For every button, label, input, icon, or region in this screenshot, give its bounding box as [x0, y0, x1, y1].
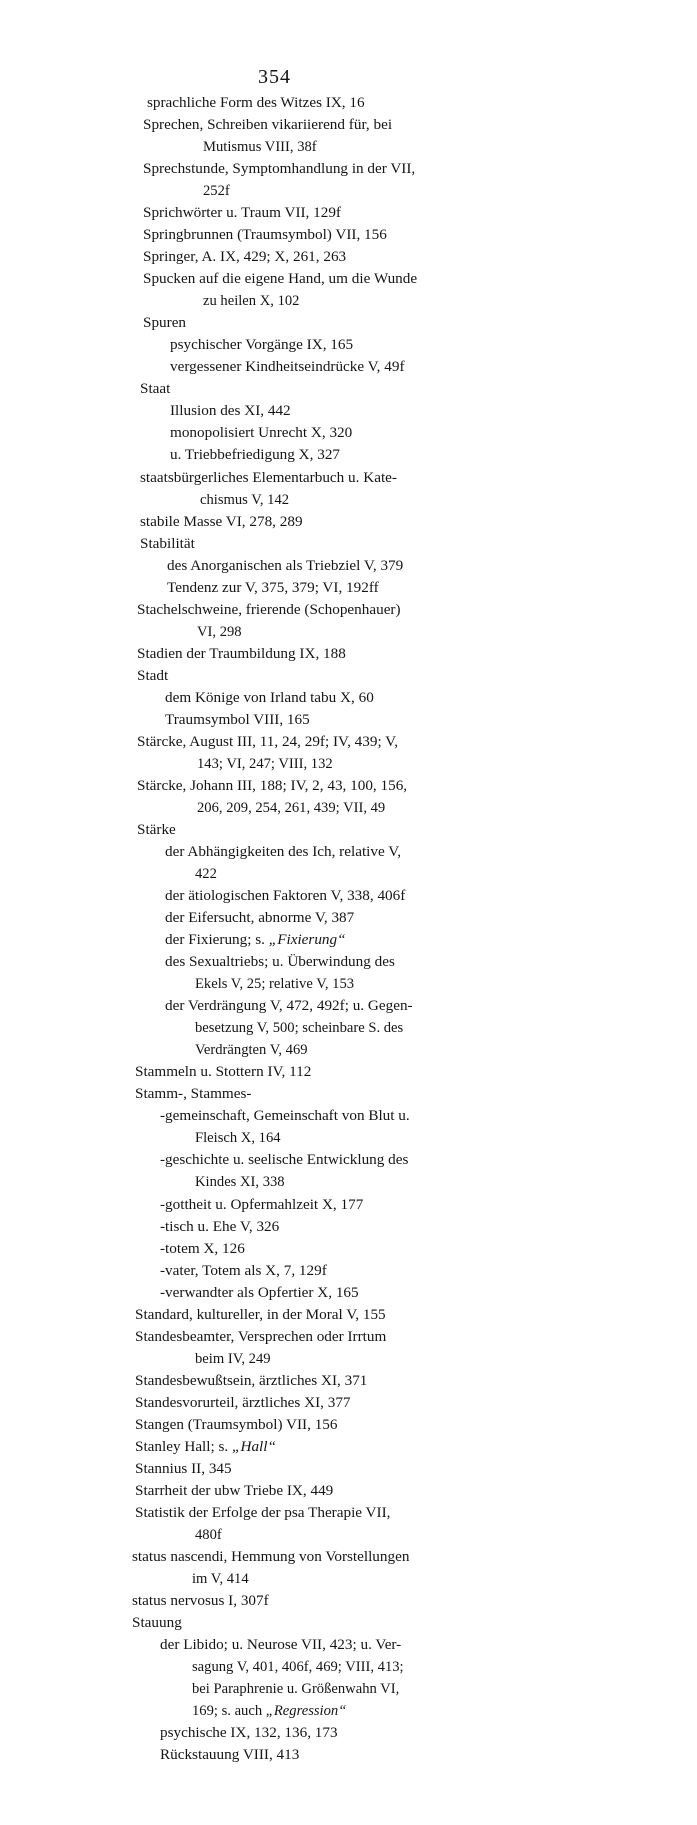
index-line: [135, 1458, 232, 1480]
index-line-text: 422: [195, 866, 217, 882]
index-line: [140, 467, 397, 489]
index-line: [137, 775, 407, 797]
index-line: [170, 422, 352, 444]
index-line-text: Standesbewußtsein, ärztliches XI, 371: [135, 1372, 368, 1389]
index-line-text: des Anorganischen als Triebziel V, 379: [167, 557, 404, 574]
index-line: [135, 1392, 351, 1414]
index-line: [195, 863, 217, 885]
index-line-text: Standesbeamter, Versprechen oder Irrtum: [135, 1328, 387, 1345]
index-line: [143, 312, 186, 334]
index-line-text: -gottheit u. Opfermahlzeit X, 177: [160, 1196, 364, 1213]
cross-reference: „Regression“: [265, 1703, 347, 1719]
index-line-text: Springbrunnen (Traumsymbol) VII, 156: [143, 226, 387, 243]
index-line: [195, 1171, 285, 1193]
index-line-text: monopolisiert Unrecht X, 320: [170, 424, 353, 441]
index-line-text: Stannius II, 345: [135, 1460, 232, 1477]
index-line: [137, 665, 168, 687]
index-line: [195, 1127, 281, 1149]
index-line: [160, 1260, 327, 1282]
index-line-text: Illusion des XI, 442: [170, 402, 291, 419]
index-line: [170, 400, 291, 422]
index-line-text: 143; VI, 247; VIII, 132: [197, 756, 333, 772]
index-line-text: -totem X, 126: [160, 1240, 245, 1257]
index-line: [160, 1238, 245, 1260]
index-line-text: u. Triebbefriedigung X, 327: [170, 446, 341, 463]
index-line-text: Stamm-, Stammes-: [135, 1085, 252, 1102]
index-line-text: sprachliche Form des Witzes IX, 16: [147, 94, 365, 111]
index-line-text: bei Paraphrenie u. Größenwahn VI,: [192, 1681, 400, 1697]
index-line: [197, 797, 385, 819]
index-line: [160, 1194, 363, 1216]
index-line: [140, 511, 303, 533]
index-line-text: Sprichwörter u. Traum VII, 129f: [143, 204, 341, 221]
index-line-text: Stärcke, Johann III, 188; IV, 2, 43, 100, 156,: [137, 777, 408, 794]
index-line-text: Standesvorurteil, ärztliches XI, 377: [135, 1394, 351, 1411]
index-line: [195, 1017, 403, 1039]
index-line-text: besetzung V, 500; scheinbare S. des: [195, 1020, 404, 1036]
index-line-text: der Verdrängung V, 472, 492f; u. Gegen-: [165, 997, 413, 1014]
index-line: [197, 753, 333, 775]
index-line-text: -gemeinschaft, Gemeinschaft von Blut u.: [160, 1107, 410, 1124]
index-line-text: Tendenz zur V, 375, 379; VI, 192ff: [167, 579, 379, 596]
index-line: [170, 356, 405, 378]
index-line: [135, 1502, 390, 1524]
index-line-text: Staat: [140, 380, 171, 397]
index-line: [160, 1634, 401, 1656]
index-line: [195, 1524, 222, 1546]
index-line: [160, 1744, 299, 1766]
index-line: [195, 1348, 271, 1370]
cross-reference: „Hall“: [232, 1438, 276, 1455]
index-line-text: Springer, A. IX, 429; X, 261, 263: [143, 248, 347, 265]
index-line-text: -geschichte u. seelische Entwicklung des: [160, 1151, 409, 1168]
index-line-text: 480f: [195, 1527, 222, 1543]
index-line-text: der Fixierung; s.: [165, 931, 269, 948]
index-line: [143, 158, 415, 180]
cross-reference: „Fixierung“: [268, 931, 346, 948]
index-line-text: Stanley Hall; s.: [135, 1438, 233, 1455]
index-line-text: Fleisch X, 164: [195, 1130, 281, 1146]
index-line-text: VI, 298: [197, 624, 242, 640]
index-line-text: vergessener Kindheitseindrücke V, 49f: [170, 358, 405, 375]
index-line-text: der Abhängigkeiten des Ich, relative V,: [165, 843, 402, 860]
index-line: [165, 907, 354, 929]
index-line-text: 252f: [203, 183, 230, 199]
index-line-text: Sprechstunde, Symptomhandlung in der VII,: [143, 160, 416, 177]
index-line-text: Statistik der Erfolge der psa Therapie VII,: [135, 1504, 391, 1521]
index-line: [195, 1039, 308, 1061]
index-line-text: -vater, Totem als X, 7, 129f: [160, 1262, 327, 1279]
index-line: [195, 973, 354, 995]
index-line-text: psychische IX, 132, 136, 173: [160, 1724, 338, 1741]
index-line-text: psychischer Vorgänge IX, 165: [170, 336, 354, 353]
index-line-text: Stadien der Traumbildung IX, 188: [137, 645, 346, 662]
index-line: [197, 621, 242, 643]
index-line: [132, 1546, 409, 1568]
index-line: [135, 1061, 311, 1083]
index-line-text: Traumsymbol VIII, 165: [165, 711, 310, 728]
index-line: [160, 1722, 338, 1744]
index-line: [135, 1326, 386, 1348]
index-line: [137, 819, 176, 841]
index-line: [140, 378, 170, 400]
index-line: [132, 1590, 269, 1612]
index-line: [143, 268, 417, 290]
index-line: [170, 444, 340, 466]
index-line: [135, 1414, 338, 1436]
index-line: [143, 224, 387, 246]
index-line: [140, 533, 195, 555]
index-line: [167, 577, 379, 599]
index-line: [137, 643, 346, 665]
index-line: [135, 1304, 386, 1326]
index-line: [160, 1216, 279, 1238]
index-line-text: Stärcke, August III, 11, 24, 29f; IV, 439; V,: [137, 733, 398, 750]
index-line-text: Starrheit der ubw Triebe IX, 449: [135, 1482, 334, 1499]
index-line-text: status nervosus I, 307f: [132, 1592, 269, 1609]
index-line-text: Stammeln u. Stottern IV, 112: [135, 1063, 312, 1080]
index-line: [165, 929, 346, 951]
page-number: 354: [258, 66, 291, 88]
index-line-text: beim IV, 249: [195, 1351, 271, 1367]
index-line-text: dem Könige von Irland tabu X, 60: [165, 689, 374, 706]
index-line: [160, 1149, 408, 1171]
index-line-text: Rückstauung VIII, 413: [160, 1746, 300, 1763]
index-line-text: der Eifersucht, abnorme V, 387: [165, 909, 355, 926]
index-line-text: Stachelschweine, frierende (Schopenhauer): [137, 601, 401, 618]
index-line: [165, 709, 310, 731]
index-line: [143, 202, 341, 224]
index-line-text: im V, 414: [192, 1571, 249, 1587]
index-line-text: stabile Masse VI, 278, 289: [140, 513, 303, 530]
index-line-text: sagung V, 401, 406f, 469; VIII, 413;: [192, 1659, 404, 1675]
index-line-text: 206, 209, 254, 261, 439; VII, 49: [197, 800, 386, 816]
index-line: [165, 951, 395, 973]
index-line-text: Verdrängten V, 469: [195, 1042, 308, 1058]
index-line: [160, 1105, 410, 1127]
index-line: [143, 114, 392, 136]
index-line: [203, 136, 317, 158]
index-line: [147, 92, 365, 114]
index-line: [135, 1480, 333, 1502]
index-line: [165, 841, 401, 863]
index-line: [160, 1282, 359, 1304]
index-line: [192, 1656, 404, 1678]
index-line: [192, 1568, 249, 1590]
index-line: [137, 731, 398, 753]
index-line-text: Stauung: [132, 1614, 182, 1631]
index-line: [135, 1436, 276, 1458]
index-line: [203, 180, 230, 202]
index-line: [137, 599, 401, 621]
index-line: [165, 885, 405, 907]
index-line: [135, 1083, 251, 1105]
index-line-text: Stärke: [137, 821, 176, 838]
index-line-text: Sprechen, Schreiben vikariierend für, bei: [143, 116, 393, 133]
index-line-text: Stangen (Traumsymbol) VII, 156: [135, 1416, 338, 1433]
index-line: [132, 1612, 182, 1634]
index-line: [203, 290, 299, 312]
index-line-text: zu heilen X, 102: [203, 293, 300, 309]
index-line: [143, 246, 346, 268]
index-line: [165, 995, 413, 1017]
index-line-text: -verwandter als Opfertier X, 165: [160, 1284, 359, 1301]
index-line: [192, 1700, 346, 1722]
index-line-text: status nascendi, Hemmung von Vorstellungen: [132, 1548, 410, 1565]
index-line-text: Standard, kultureller, in der Moral V, 155: [135, 1306, 386, 1323]
index-line-text: der Libido; u. Neurose VII, 423; u. Ver-: [160, 1636, 402, 1653]
index-line: [170, 334, 353, 356]
index-line: [200, 489, 289, 511]
index-line: [192, 1678, 399, 1700]
index-line-text: Spuren: [143, 314, 187, 331]
index-line: [167, 555, 403, 577]
index-line-text: 169; s. auch: [192, 1703, 266, 1719]
index-line-text: Ekels V, 25; relative V, 153: [195, 976, 355, 992]
index-line-text: des Sexualtriebs; u. Überwindung des: [165, 953, 395, 970]
index-line-text: Mutismus VIII, 38f: [203, 139, 317, 155]
index-line-text: -tisch u. Ehe V, 326: [160, 1218, 280, 1235]
index-line: [135, 1370, 367, 1392]
index-line-text: chismus V, 142: [200, 492, 290, 508]
index-line-text: Stabilität: [140, 535, 195, 552]
index-line-text: der ätiologischen Faktoren V, 338, 406f: [165, 887, 406, 904]
index-line-text: Stadt: [137, 667, 169, 684]
index-line-text: Spucken auf die eigene Hand, um die Wunde: [143, 270, 418, 287]
index-line-text: Kindes XI, 338: [195, 1174, 285, 1190]
index-line: [165, 687, 374, 709]
index-line-text: staatsbürgerliches Elementarbuch u. Kate-: [140, 469, 397, 486]
